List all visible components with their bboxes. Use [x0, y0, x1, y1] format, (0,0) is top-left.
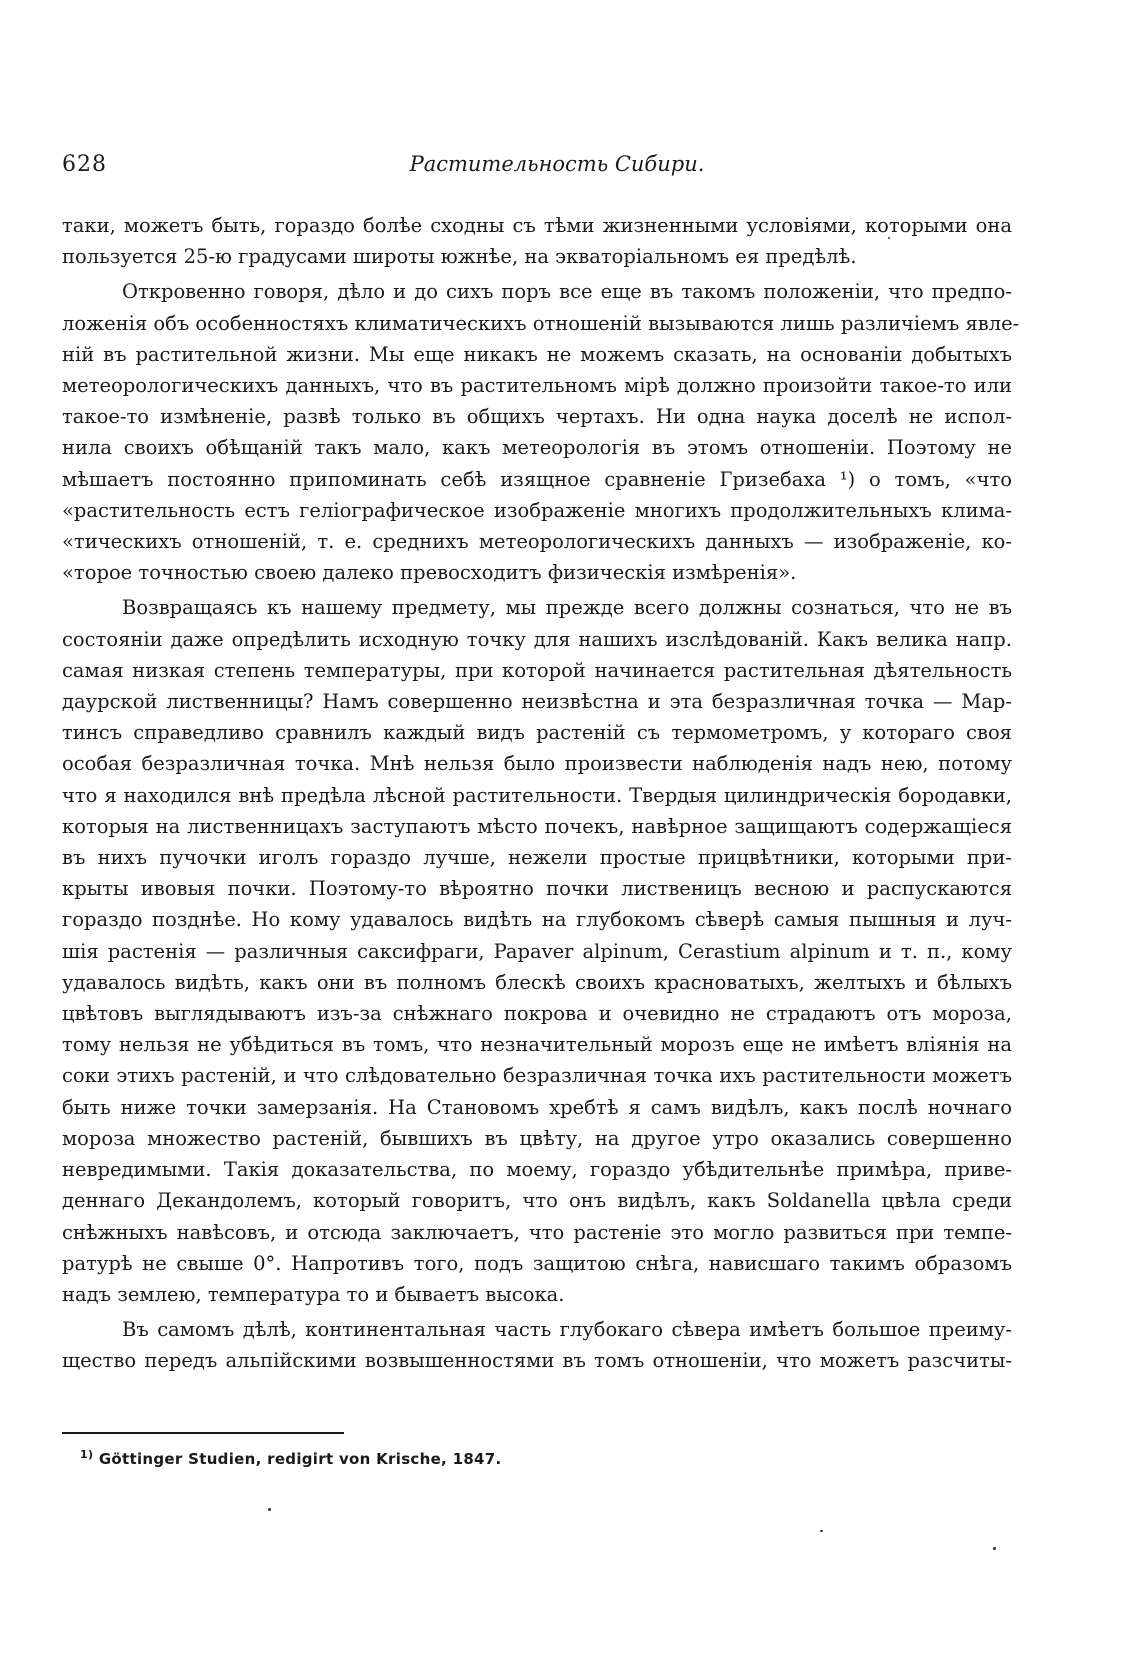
- text-line: ратурѣ не свыше 0°. Напротивъ того, подъ защитою снѣга, нависшаго такимъ образомъ: [62, 1251, 1012, 1275]
- text-line: особая безразличная точка. Мнѣ нельзя было произвести наблюденія надъ нею, потому: [62, 752, 1012, 776]
- text-line: «растительность естъ геліографическое изображеніе многихъ продолжительныхъ клима-: [62, 498, 1012, 522]
- text-line: цвѣтовъ выглядываютъ изъ-за снѣжнаго покрова и очевидно не страдаютъ отъ мороза,: [62, 1002, 1012, 1026]
- text-line: быть ниже точки замерзанія. На Становомъ хребтѣ я самъ видѣлъ, какъ послѣ ночнаго: [62, 1095, 1012, 1119]
- text-line: шія растенія — различныя саксифраги, Papaver alpinum, Cerastium alpinum и т. п., кому: [62, 939, 1012, 963]
- text-line: невредимыми. Такія доказательства, по моему, гораздо убѣдительнѣе примѣра, приве-: [62, 1158, 1012, 1182]
- text-line: мороза множество растеній, бывшихъ въ цвѣту, на другое утро оказались совершенно: [62, 1126, 1012, 1150]
- paragraph-3: [62, 592, 1012, 1310]
- text-line: щество передъ альпійскими возвышенностями въ томъ отношеніи, что можетъ разсчиты-: [62, 1349, 1012, 1373]
- body-text: [62, 210, 1020, 1377]
- paragraph-4: [62, 1314, 1012, 1376]
- text-line: даурской лиственницы? Намъ совершенно неизвѣстна и эта безразличная точка — Мар-: [62, 690, 1012, 714]
- scan-speck: [993, 1547, 996, 1550]
- text-line: удавалось видѣть, какъ они въ полномъ блескѣ своихъ красноватыхъ, желтыхъ и бѣлыхъ: [62, 970, 1012, 994]
- page-header: [62, 152, 1012, 188]
- scan-speck: [820, 1530, 823, 1532]
- footnote-marker: 1): [80, 1448, 94, 1461]
- page-number: 628: [62, 152, 107, 177]
- running-title: Растительность Сибири.: [409, 152, 705, 176]
- scan-speck: [888, 237, 890, 239]
- text-line: гораздо позднѣе. Но кому удавалось видѣть на глубокомъ сѣверѣ самыя пышныя и луч-: [62, 908, 1012, 932]
- text-line: ложенія объ особенностяхъ климатическихъ отношеній вызываются лишь различіемъ явле-: [62, 311, 1020, 335]
- text-line: таки, можетъ быть, гораздо болѣе сходны съ тѣми жизненными условіями, которыми она: [62, 214, 1012, 237]
- text-line: состояніи даже опредѣлить исходную точку для нашихъ изслѣдованій. Какъ велика напр.: [62, 627, 1012, 651]
- text-line: крыты ивовыя почки. Поэтому-то вѣроятно почки лиственицъ весною и распускаются: [62, 877, 1012, 901]
- text-line: тому нельзя не убѣдиться въ томъ, что незначительный морозъ еще не имѣетъ вліянія на: [62, 1033, 1012, 1057]
- text-line: тинсъ справедливо сравнилъ каждый видъ растеній съ термометромъ, у котораго своя: [62, 721, 1012, 745]
- text-line: нила своихъ обѣщаній такъ мало, какъ метеорологія въ этомъ отношеніи. Поэтому не: [62, 436, 1012, 460]
- text-line: «торое точностью своею далеко превосходитъ физическія измѣренія».: [62, 561, 797, 585]
- text-line: Въ самомъ дѣлѣ, континентальная часть глубокаго сѣвера имѣетъ большое преиму-: [122, 1318, 1012, 1342]
- text-line: мѣшаетъ постоянно припоминать себѣ изящное сравненіе Гризебаха ¹) о томъ, «что: [62, 467, 1012, 491]
- paragraph-1: [62, 210, 1012, 272]
- text-line: Откровенно говоря, дѣло и до сихъ поръ все еще въ такомъ положеніи, что предпо-: [122, 280, 1012, 304]
- text-line: «тическихъ отношеній, т. е. среднихъ метеорологическихъ данныхъ — изображеніе, ко-: [62, 530, 1012, 554]
- text-line: метеорологическихъ данныхъ, что въ растительномъ мірѣ должно произойти такое-то или: [62, 374, 1012, 398]
- text-line: которыя на лиственницахъ заступаютъ мѣсто почекъ, навѣрное защищаютъ содержащіеся: [62, 814, 1012, 838]
- scan-speck: [268, 1508, 271, 1511]
- footnote-text: Göttinger Studien, redigirt von Krische, 1847.: [98, 1450, 502, 1468]
- text-line: Возвращаясь къ нашему предмету, мы прежде всего должны сознаться, что не въ: [122, 596, 1012, 620]
- text-line: самая низкая степень температуры, при которой начинается растительная дѣятельность: [62, 658, 1012, 682]
- footnote: [80, 1448, 502, 1468]
- text-line: такое-то измѣненіе, развѣ только въ общихъ чертахъ. Ни одна наука доселѣ не испол-: [62, 405, 1012, 429]
- footnote-rule: [62, 1432, 344, 1434]
- text-line: что я находился внѣ предѣла лѣсной растительности. Твердыя цилиндрическія бородавки,: [62, 783, 1012, 807]
- paragraph-2: [62, 276, 1020, 588]
- text-line: пользуется 25-ю градусами широты южнѣе, на экваторіальномъ ея предѣлѣ.: [62, 245, 857, 269]
- text-line: деннаго Декандолемъ, который говоритъ, что онъ видѣлъ, какъ Soldanella цвѣла среди: [62, 1189, 1012, 1213]
- text-line: надъ землею, температура то и бываетъ высока.: [62, 1282, 565, 1306]
- text-line: соки этихъ растеній, и что слѣдовательно безразличная точка ихъ растительности можетъ: [62, 1064, 1012, 1088]
- text-line: въ нихъ пучочки иголъ гораздо лучше, нежели простые прицвѣтники, которыми при-: [62, 846, 1012, 870]
- text-line: ній въ растительной жизни. Мы еще никакъ не можемъ сказать, на основаніи добытыхъ: [62, 342, 1012, 366]
- text-line: снѣжныхъ навѣсовъ, и отсюда заключаетъ, что растеніе это могло развиться при темпе-: [62, 1220, 1012, 1244]
